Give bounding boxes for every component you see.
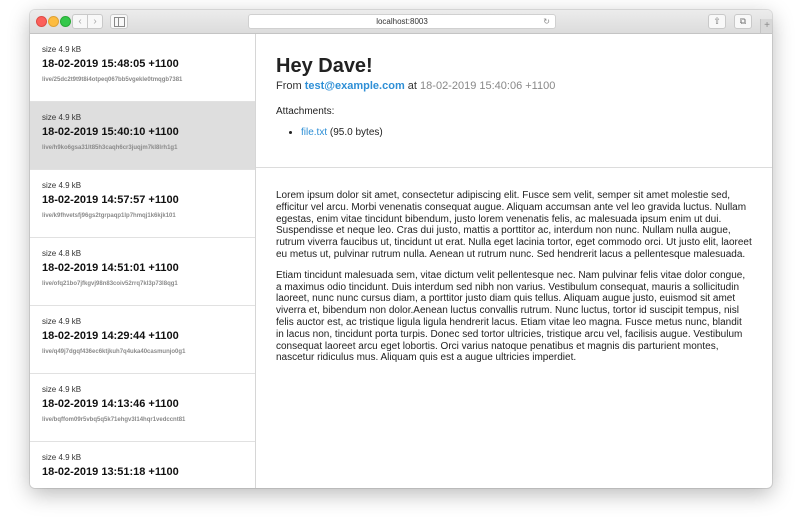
email-header <box>256 34 772 168</box>
email-id: live/q49j7dgqf436ec6ktjkuh7q4uka40casmunjo0g1 <box>42 349 186 355</box>
email-list-item-selected[interactable] <box>30 102 255 170</box>
attachments-label: Attachments: <box>276 106 335 117</box>
chevron-right-icon[interactable]: › <box>87 14 103 29</box>
attachment-size: (95.0 bytes) <box>329 127 383 138</box>
email-date: 18-02-2019 13:51:18 +1100 <box>42 466 179 478</box>
email-id: live/25dc2t9t9t8i4otpeq067bb5vgekle0tmqgb7381 <box>42 77 183 83</box>
email-id: live/h9ko6gsa31lt85h3caqh6cr3juqjm7kl8lrh1g1 <box>42 145 178 151</box>
reload-icon[interactable]: ↻ <box>543 17 550 26</box>
email-date: 18-02-2019 15:40:10 +1100 <box>42 126 179 138</box>
email-id: live/bqffom09r5vbq5q5k71ehgv3l14hqr1vedccnt81 <box>42 417 186 423</box>
email-list-item[interactable] <box>30 170 255 238</box>
attachment-link[interactable]: file.txt <box>301 127 328 138</box>
minimize-window-button[interactable] <box>48 16 59 27</box>
email-list-item[interactable] <box>30 34 255 102</box>
browser-toolbar <box>30 10 772 34</box>
email-size: size 4.9 kB <box>42 385 82 394</box>
email-list-item[interactable] <box>30 306 255 374</box>
sent-date: 18-02-2019 15:40:06 +1100 <box>420 80 556 92</box>
attachment-item <box>301 127 772 138</box>
email-size: size 4.9 kB <box>42 181 82 190</box>
share-icon[interactable]: ⇧ <box>708 14 726 29</box>
attachments-list <box>276 127 772 138</box>
email-detail <box>256 34 772 488</box>
email-size: size 4.9 kB <box>42 317 82 326</box>
body-paragraph: Etiam tincidunt malesuada sem, vitae dictum velit pellentesque nec. Nam pulvinar felis vitae dolor congue, a maximus odio tincidunt. Duis interdum sed nibh non varius. Vestibulum consequat, mauris a sollicitudin laoreet, nunc nunc cursus diam, a porttitor justo diam quis tellus. Aliquam augue justo, euismod sit amet viverra et, bibendum non dolor.Aenean luctus convallis rutrum. Nunc luctus, tortor id suscipit tempus, nisl felis auctor est, ac tristique ligula ligula hendrerit lacus. Etiam vitae leo magna. Fusce metus nunc, blandit in lacus non, tincidunt porta turpis. Donec sed tortor ultricies, tristique arcu vel, facilisis augue. Vestibulum consequat laoreet arcu eget lobortis. Orci varius natoque penatibus et magnis dis parturient montes, nascetur ridiculus mus. Aliquam quis est a augue ultricies imperdiet. <box>276 269 746 364</box>
from-prefix: From <box>276 80 302 92</box>
tabs-icon[interactable]: ⧉ <box>734 14 752 29</box>
from-at: at <box>407 80 417 92</box>
email-subject: Hey Dave! <box>276 55 373 77</box>
email-list-item[interactable] <box>30 238 255 306</box>
email-size: size 4.9 kB <box>42 45 82 54</box>
url-text: localhost:8003 <box>376 17 428 26</box>
browser-window <box>30 10 772 488</box>
email-date: 18-02-2019 14:13:46 +1100 <box>42 398 179 410</box>
email-size: size 4.9 kB <box>42 113 82 122</box>
address-bar[interactable] <box>248 14 556 29</box>
email-date: 18-02-2019 15:48:05 +1100 <box>42 58 179 70</box>
email-body <box>256 168 772 364</box>
email-list <box>30 34 256 488</box>
email-date: 18-02-2019 14:51:01 +1100 <box>42 262 179 274</box>
plus-icon[interactable]: + <box>760 19 772 33</box>
email-list-item[interactable] <box>30 442 255 488</box>
email-size: size 4.8 kB <box>42 249 82 258</box>
close-window-button[interactable] <box>36 16 47 27</box>
email-date: 18-02-2019 14:29:44 +1100 <box>42 330 179 342</box>
email-list-item[interactable] <box>30 374 255 442</box>
email-size: size 4.9 kB <box>42 453 82 462</box>
zoom-window-button[interactable] <box>60 16 71 27</box>
sidebar-icon[interactable] <box>110 14 128 29</box>
email-date: 18-02-2019 14:57:57 +1100 <box>42 194 179 206</box>
body-paragraph: Lorem ipsum dolor sit amet, consectetur adipiscing elit. Fusce sem velit, semper sit amet molestie sed, efficitur vel arcu. Morbi venenatis consequat augue. Aliquam accumsan ante vel leo gravida luctus. Nullam egestas, enim vitae tincidunt bibendum, justo lorem venenatis felis, ac malesuada ipsum enim ut dui. Suspendisse et neque leo. Cras dui justo, mattis a porttitor ac, interdum non nunc. Nullam nulla augue, rutrum viverra faucibus ut, tincidunt ut erat. Nulla eget lacinia tortor, eget commodo orci. Ut justo elit, laoreet eu metus ut, pulvinar rutrum nulla. Aenean ut rutrum nunc. Sed hendrerit lacus a pellentesque malesuada. <box>276 190 752 260</box>
page-content <box>30 34 772 488</box>
email-id: live/ofq21bo7jfkgvj98n83coiv52rrq7kl3p73l8qg1 <box>42 281 178 287</box>
from-line <box>276 80 772 92</box>
email-id: live/k9fhvetsfj96gs2tgrpaqp1lp7hmqj1k6kjk101 <box>42 213 176 219</box>
sender-email-link[interactable]: test@example.com <box>304 80 405 92</box>
chevron-left-icon[interactable]: ‹ <box>72 14 88 29</box>
